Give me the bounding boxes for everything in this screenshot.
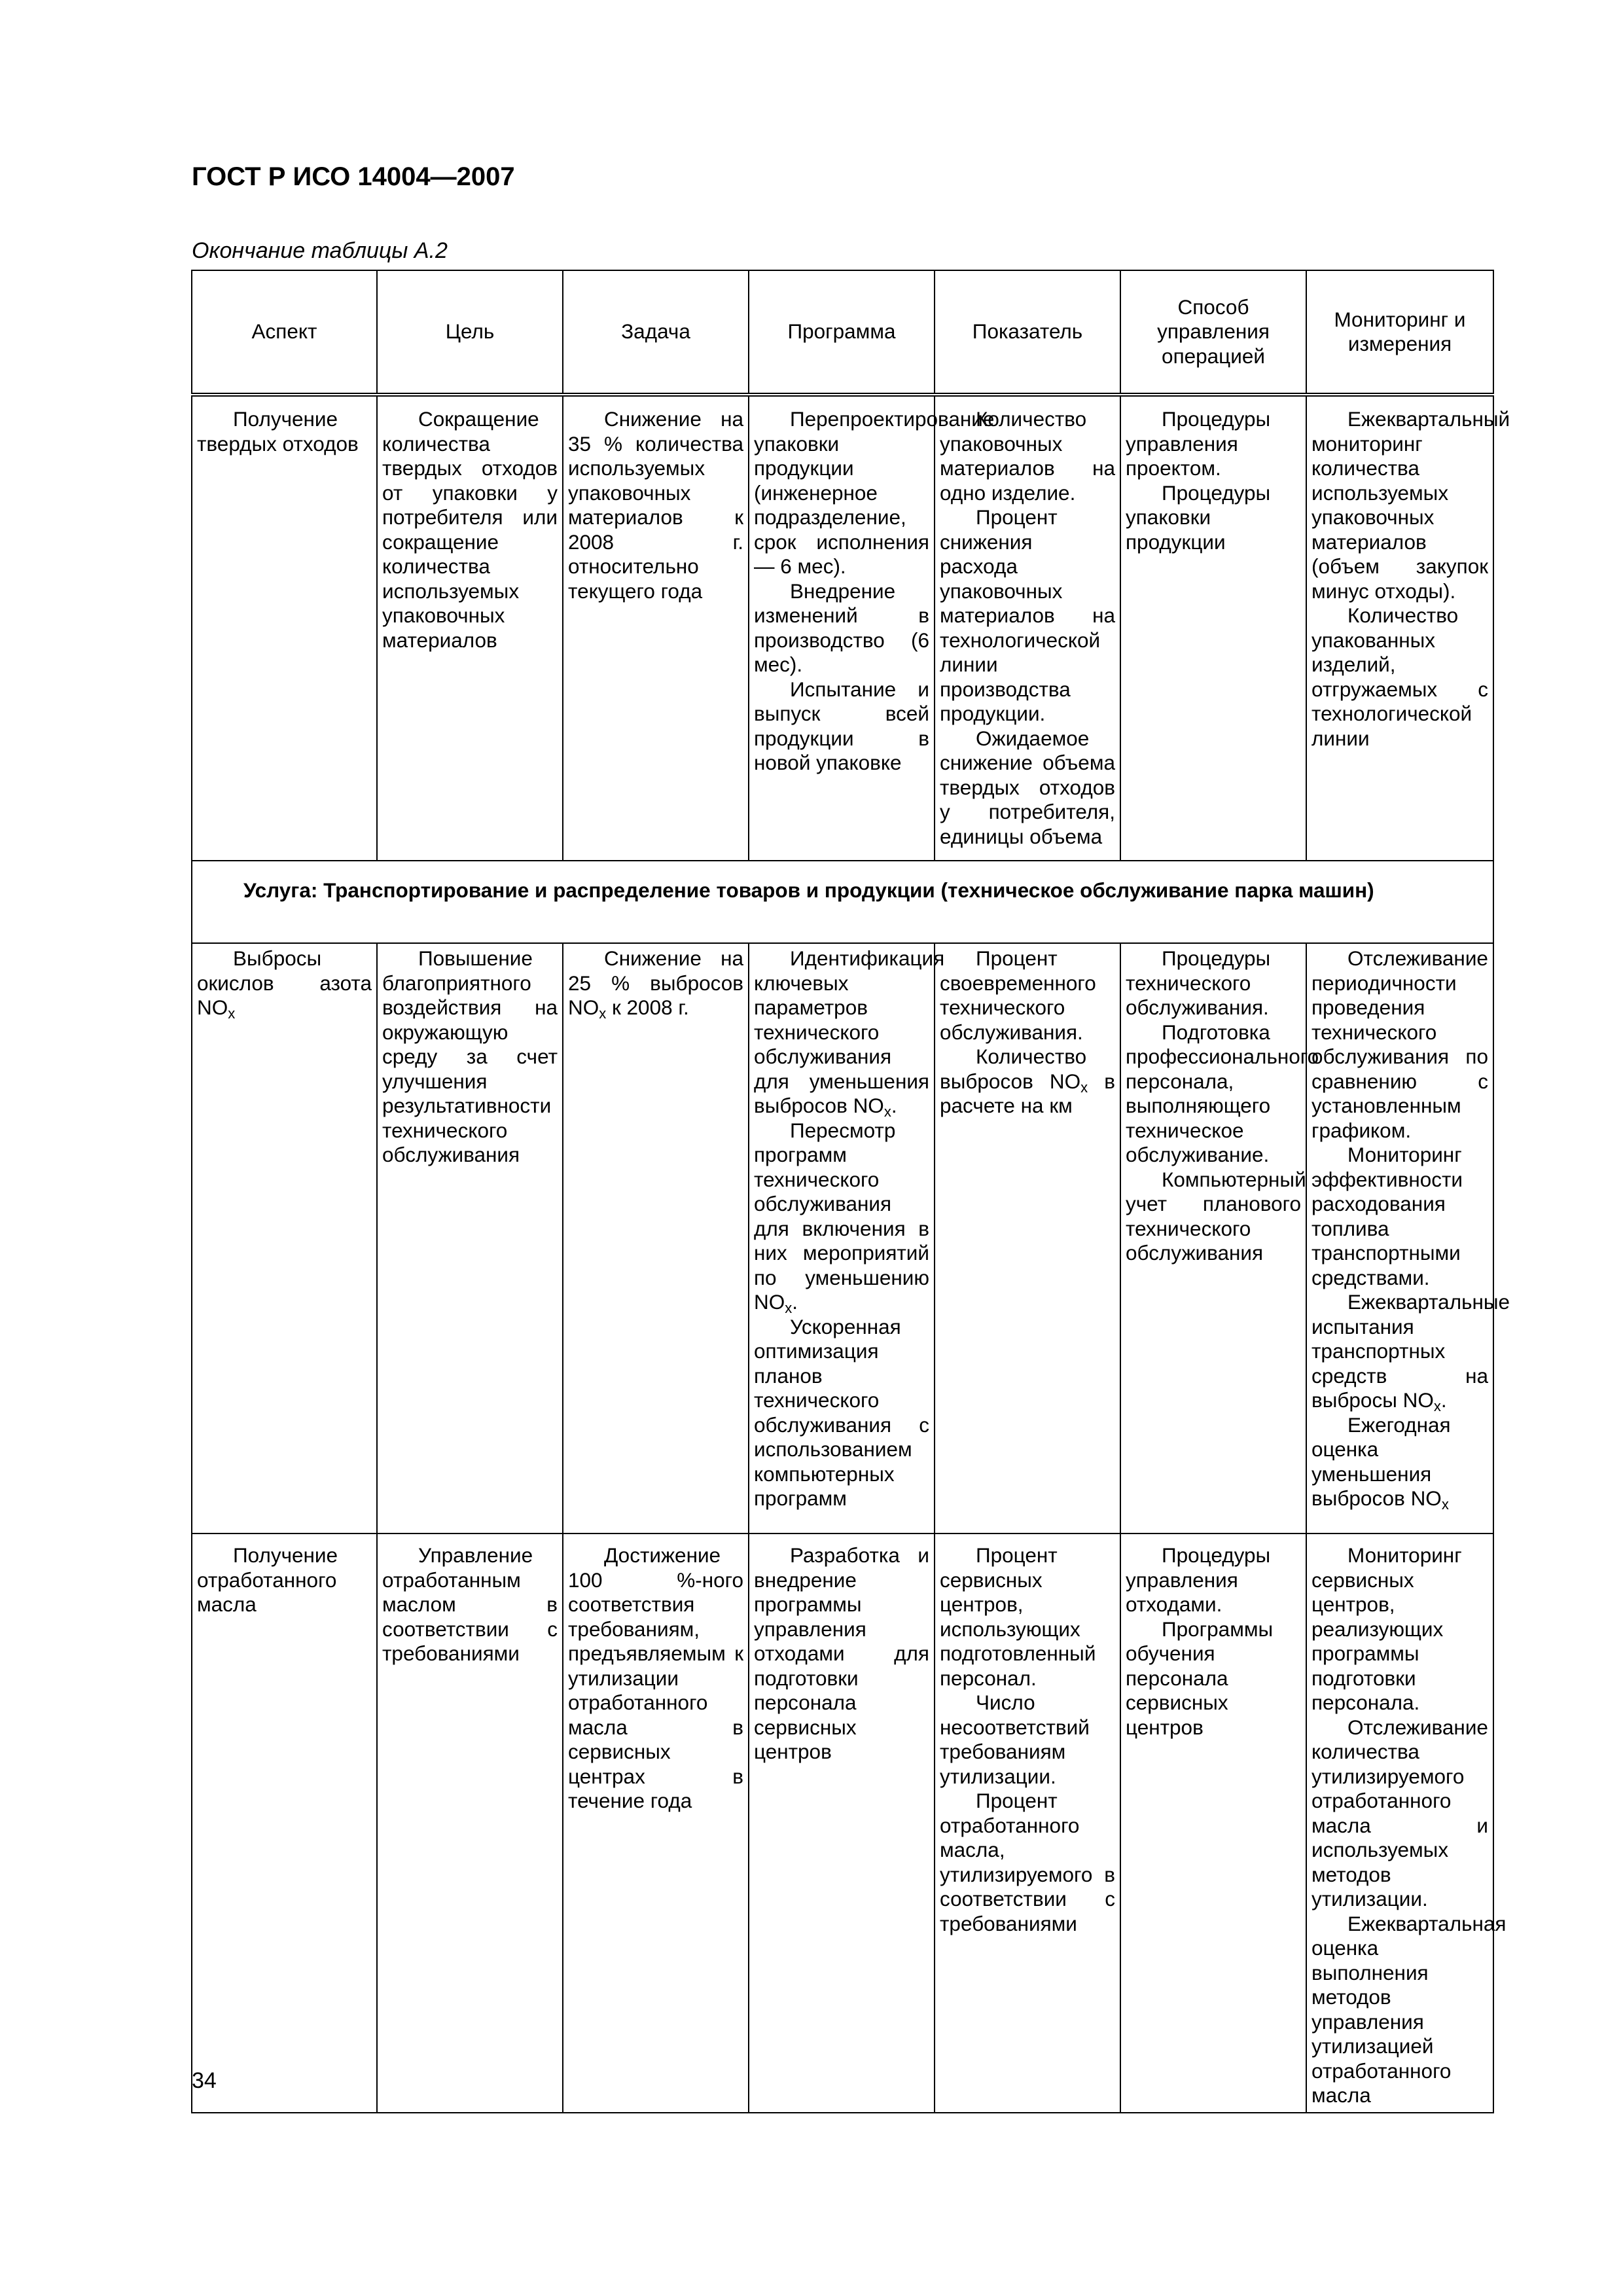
- table-caption: Окончание таблицы А.2: [192, 238, 448, 263]
- cell-program: Идентификация ключевых параметров технического обслуживания для уменьшения выбросов $NO_x$. Пересмотр программ технического обслуживания для включения в них мероприятий по уменьшению $NO_x$. Ускоренная оптимизация планов технического обслуживания с использованием компьютерных программ: [749, 943, 935, 1534]
- cell-indicator: Количество упаковочных материалов на одно изделие. Процент снижения расхода упаковочных материалов на технологической линии производства продукции. Ожидаемое снижение объема твердых отходов у потребителя, единицы объема: [935, 395, 1120, 861]
- header-program: Программа: [749, 270, 935, 395]
- header-row: [192, 270, 1493, 395]
- section-row: [192, 861, 1493, 943]
- table-row: [192, 1534, 1493, 2113]
- cell-task: Снижение на 25 % выбросов $NO_x$ к 2008 г.: [563, 943, 749, 1534]
- cell-task: Снижение на 35 % количества используемых упаковочных материалов к 2008 г. относительно текущего года: [563, 395, 749, 861]
- header-aspect: Аспект: [192, 270, 377, 395]
- cell-monitoring: Мониторинг сервисных центров, реализующих программы подготовки персонала. Отслеживание количества утилизируемого отработанного масла и используемых методов утилизации. Ежеквартальная оценка выполнения методов управления утилизацией отработанного масла: [1306, 1534, 1493, 2113]
- header-goal: Цель: [377, 270, 563, 395]
- table-row: [192, 395, 1493, 861]
- cell-control: Процедуры управления проектом. Процедуры упаковки продукции: [1120, 395, 1306, 861]
- header-indicator: Показатель: [935, 270, 1120, 395]
- cell-aspect: Выбросы окислов азота $NO_x$: [192, 943, 377, 1534]
- cell-task: Достижение 100 %-ного соответствия требованиям, предъявляемым к утилизации отработанного масла в сервисных центрах в течение года: [563, 1534, 749, 2113]
- cell-goal: Повышение благоприятного воздействия на окружающую среду за счет улучшения результативности технического обслуживания: [377, 943, 563, 1534]
- cell-aspect: Получение отработанного масла: [192, 1534, 377, 2113]
- table-row: [192, 943, 1493, 1534]
- cell-indicator: Процент сервисных центров, использующих подготовленный персонал. Число несоответствий требованиям утилизации. Процент отработанного масла, утилизируемого в соответствии с требованиями: [935, 1534, 1120, 2113]
- cell-program: Разработка и внедрение программы управления отходами для подготовки персонала сервисных центров: [749, 1534, 935, 2113]
- data-table: [191, 270, 1510, 2113]
- section-heading: Услуга: Транспортирование и распределение товаров и продукции (техническое обслуживание парка машин): [192, 861, 1493, 943]
- header-task: Задача: [563, 270, 749, 395]
- cell-goal: Сокращение количества твердых отходов от упаковки у потребителя или сокращение количества используемых упаковочных материалов: [377, 395, 563, 861]
- cell-program: Перепроектирование упаковки продукции (инженерное подразделение, срок исполнения — 6 мес). Внедрение изменений в производство (6 мес). Испытание и выпуск всей продукции в новой упаковке: [749, 395, 935, 861]
- cell-monitoring: Отслеживание периодичности проведения технического обслуживания по сравнению с установленным графиком. Мониторинг эффективности расходования топлива транспортными средствами. Ежеквартальные испытания транспортных средств на выбросы $NO_x$. Ежегодная оценка уменьшения выбросов $NO_x$: [1306, 943, 1493, 1534]
- header-control: Способ управления операцией: [1120, 270, 1306, 395]
- document-title: ГОСТ Р ИСО 14004—2007: [192, 162, 515, 191]
- page-number: 34: [192, 2068, 217, 2093]
- cell-aspect: Получение твердых отходов: [192, 395, 377, 861]
- cell-indicator: Процент своевременного технического обслуживания. Количество выбросов $NO_x$ в расчете на км: [935, 943, 1120, 1534]
- cell-control: Процедуры технического обслуживания. Подготовка профессионального персонала, выполняющего техническое обслуживание. Компьютерный учет планового технического обслуживания: [1120, 943, 1306, 1534]
- cell-control: Процедуры управления отходами. Программы обучения персонала сервисных центров: [1120, 1534, 1306, 2113]
- header-monitoring: Мониторинг и измерения: [1306, 270, 1493, 395]
- cell-goal: Управление отработанным маслом в соответствии с требованиями: [377, 1534, 563, 2113]
- cell-monitoring: Ежеквартальный мониторинг количества используемых упаковочных материалов (объем закупок минус отходы). Количество упакованных изделий, отгружаемых с технологической линии: [1306, 395, 1493, 861]
